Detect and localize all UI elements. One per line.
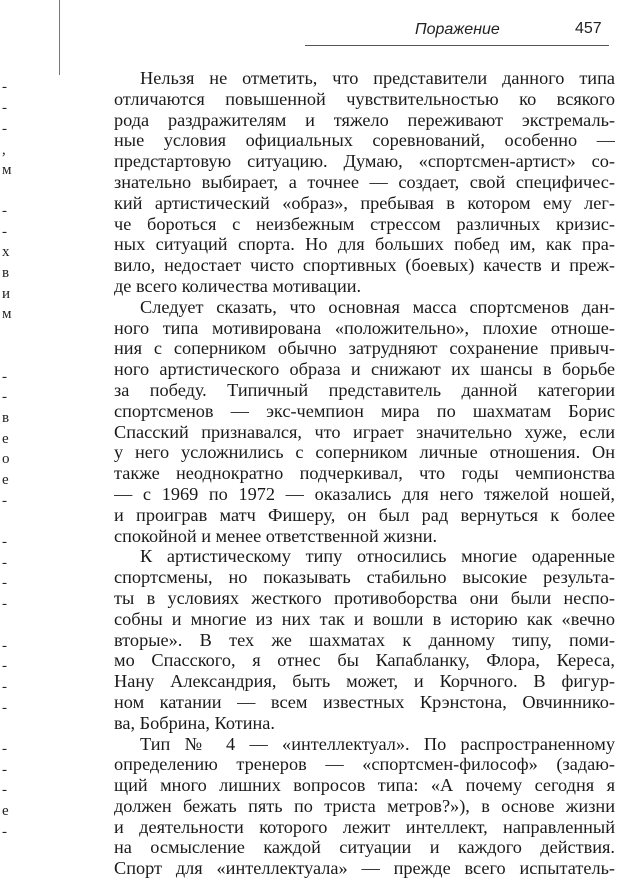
text-line: собны и многие из них так и вошли в историю как «вечно	[114, 608, 615, 629]
text-line: Спорт для «интеллектуала» — прежде всего испытатель-	[114, 858, 615, 879]
text-line: ном катании — всем известных Крэнстона, Овчиннико-	[114, 691, 615, 712]
margin-fragment: ,	[2, 142, 6, 158]
text-line: щий много лишних вопросов типа: «А почему сегодня я	[114, 775, 615, 796]
text-line: должен бежать пять по триста метров?»), в основе жизни	[114, 795, 615, 816]
margin-fragment: -	[2, 575, 7, 591]
text-line: отличаются повышенной чувствительностью ко всякого	[114, 88, 615, 109]
margin-fragment: -	[2, 100, 7, 116]
text-line: де всего количества мотивации.	[114, 275, 362, 296]
text-line: у него усложнились с соперником личные отношения. Он	[114, 442, 615, 463]
text-line: вило, недостает чисто спортивных (боевых) качеств и преж-	[114, 255, 615, 276]
margin-fragment: м	[2, 306, 12, 322]
text-line: спокойной и менее ответственной жизни.	[114, 525, 438, 546]
margin-fragment: -	[2, 121, 7, 137]
text-line: К артистическому типу относились многие одаренные	[140, 546, 615, 567]
text-line: ного типа мотивирована «положительно», плохие отноше-	[114, 317, 615, 338]
text-line: Следует сказать, что основная масса спортсменов дан-	[140, 296, 615, 317]
text-line: кий артистический «образ», пребывая в котором ему лег-	[114, 192, 615, 213]
margin-fragment: -	[2, 555, 7, 571]
text-line: мо Спасского, я отнес бы Капабланку, Флора, Кереса,	[114, 650, 615, 671]
margin-fragment: о	[2, 451, 10, 467]
margin-fragment: е	[2, 431, 9, 447]
header-rule	[305, 45, 609, 46]
text-line: ные условия официальных соревнований, особенно —	[114, 130, 615, 151]
text-line: вторые». В тех же шахматах к данному типу, поми-	[114, 629, 615, 650]
margin-fragment: -	[2, 679, 7, 695]
text-line: ты в условиях жесткого противоборства они были неспо-	[114, 587, 615, 608]
text-line: рода раздражителям и тяжело переживают экстремаль-	[114, 109, 615, 130]
text-line: спортсмены, но показывать стабильно высокие результа-	[114, 567, 615, 588]
text-line: спортсменов — экс-чемпион мира по шахматам Борис	[114, 400, 615, 421]
margin-fragment: -	[2, 493, 7, 509]
margin-fragment: и	[2, 286, 11, 302]
page-number: 457	[575, 20, 602, 37]
margin-fragment: е	[2, 472, 9, 488]
margin-fragment: -	[2, 224, 7, 240]
margin-fragment: -	[2, 369, 7, 385]
text-line: ного артистического образа и снижают их шансы в борьбе	[114, 359, 615, 380]
margin-fragment: -	[2, 638, 7, 654]
text-line: и проиграв матч Фишеру, он был рад вернуться к более	[114, 504, 615, 525]
body-text	[114, 68, 615, 879]
text-line: — с 1969 по 1972 — оказались для него тяжелой ношей,	[114, 483, 615, 504]
text-line: и деятельности которого лежит интеллект, направленный	[114, 816, 615, 837]
margin-fragment: -	[2, 741, 7, 757]
text-line: Тип № 4 — «интеллектуал». По распространенному	[140, 733, 615, 754]
margin-fragment: -	[2, 824, 7, 840]
text-line: знательно выбирает, а точнее — создает, свой специфичес-	[114, 171, 615, 192]
running-title: Поражение	[415, 21, 500, 38]
margin-fragment: -	[2, 203, 7, 219]
margin-fragment: -	[2, 596, 7, 612]
margin-fragment: в	[2, 410, 10, 426]
text-line: ва, Бобрина, Котина.	[114, 712, 275, 733]
margin-fragment: -	[2, 79, 7, 95]
margin-fragment: е	[2, 803, 9, 819]
text-line: ния с соперником обычно затрудняют сохранение привыч-	[114, 338, 615, 359]
margin-fragment: в	[2, 265, 10, 281]
margin-fragment: х	[2, 244, 10, 260]
text-line: Нану Александрия, быть может, и Корчного. В фигур-	[114, 671, 615, 692]
text-line: че бороться с неизбежным стрессом различных кризис-	[114, 213, 615, 234]
margin-fragment: -	[2, 700, 7, 716]
text-line: Спасский признавался, что играет значительно хуже, если	[114, 421, 615, 442]
text-line: на осмысление каждой ситуации и каждого действия.	[114, 837, 615, 858]
text-line: предстартовую ситуацию. Думаю, «спортсмен-артист» со-	[114, 151, 615, 172]
text-line: ных ситуаций спорта. Но для больших побед им, как пра-	[114, 234, 615, 255]
margin-fragment: м	[2, 162, 12, 178]
running-header	[305, 14, 605, 46]
text-line: за победу. Типичный представитель данной категории	[114, 379, 615, 400]
gutter-rule	[59, 0, 60, 75]
margin-fragment: -	[2, 782, 7, 798]
margin-fragment: -	[2, 762, 7, 778]
margin-fragment: -	[2, 658, 7, 674]
text-line: Нельзя не отметить, что представители данного типа	[140, 68, 615, 88]
margin-fragment: -	[2, 389, 7, 405]
text-line: определению тренеров — «спортсмен-философ» (задаю-	[114, 754, 615, 775]
margin-fragment: -	[2, 534, 7, 550]
text-line: также неоднократно подчеркивал, что годы чемпионства	[114, 463, 615, 484]
